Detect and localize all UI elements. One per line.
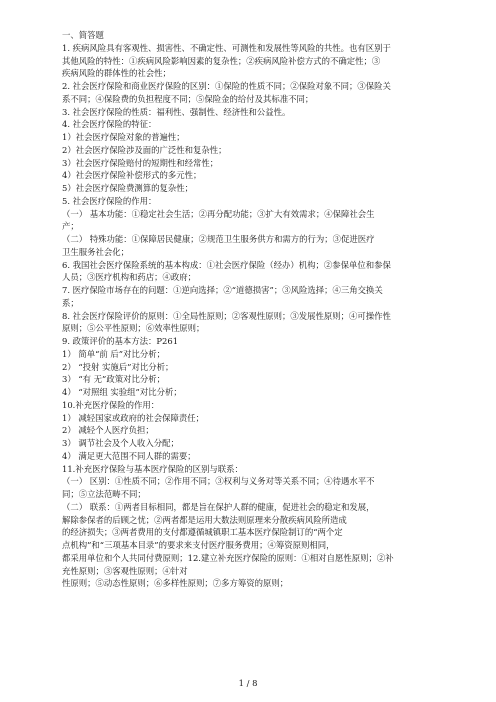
page-separator: / — [246, 678, 250, 688]
text-line: 都采用单位和个人共同付费原则；12.建立补充医疗保险的原则：①相对自愿性原则；②补 — [62, 552, 394, 563]
text-line: 一、简答题 — [62, 30, 104, 40]
text-line: 疾病风险的群体性的社会性； — [62, 68, 171, 79]
text-line: （二） 联系：①两者目标相同，都是旨在保护人群的健康，促进社会的稳定和发展， — [62, 501, 375, 512]
text-line: 性原则；⑤动态性原则；⑥多样性原则；⑦多方筹资的原则； — [62, 578, 289, 589]
text-line: 其他风险的特性：①疾病风险影响因素的复杂性；②疾病风险补偿方式的不确定性；③ — [62, 55, 381, 66]
text-line: 2） “投射 实施后”对比分析； — [62, 361, 174, 372]
text-line: 3） “有 无”政策对比分析； — [62, 374, 165, 385]
text-line: 3） 调节社会及个人收入分配； — [62, 438, 179, 448]
text-line: 2. 社会医疗保险和商业医疗保险的区别：①保险的性质不同；②保险对象不同；③保险关 — [62, 81, 391, 91]
text-line: 3. 社会医疗保险的性质：福利性、强制性、经济性和公益性。 — [62, 106, 291, 117]
text-line: 充性原则；③客观性原则；④针对 — [62, 565, 188, 576]
text-line: 产； — [62, 221, 79, 232]
text-line: 6. 我国社会医疗保险系统的基本构成：①社会医疗保险（经办）机构；②参保单位和参保 — [62, 259, 391, 270]
text-line: 5. 社会医疗保险的作用： — [62, 195, 157, 206]
text-line: 解除参保者的后顾之忧；②两者都是运用大数法则原理来分散疾病风险所造成 — [62, 514, 347, 525]
page-current: 1 — [238, 678, 244, 688]
text-line: 1. 疾病风险具有客观性、损害性、不确定性、可测性和发展性等风险的共性。也有区别于 — [62, 42, 391, 53]
document-body — [62, 29, 432, 590]
text-line: （一） 区别：①性质不同；②作用不同；③权利与义务对等关系不同；④待遇水平不 — [62, 476, 375, 487]
text-line: （一） 基本功能：①稳定社会生活；②再分配功能；③扩大有效需求；④保障社会生 — [62, 208, 375, 219]
text-line: 1） 减轻国家或政府的社会保障责任； — [62, 412, 204, 423]
text-line: 4）社会医疗保险补偿形式的多元性； — [62, 170, 202, 181]
text-line: 的经济损失；③两者费用的支付都遵循城镇职工基本医疗保险制订的“两个定 — [62, 527, 343, 538]
page-total: 8 — [252, 678, 258, 688]
text-line: 系不同；④保险费的负担程度不同；⑤保险金的给付及其标准不同； — [62, 93, 314, 104]
page-number — [0, 678, 496, 688]
text-line: 1）社会医疗保险对象的普遍性； — [62, 132, 185, 142]
text-line: （二） 特殊功能：①保障居民健康；②规范卫生服务供方和需方的行为；③促进医疗 — [62, 234, 375, 244]
text-line: 4） 满足更大范围不同人群的需要； — [62, 450, 196, 461]
text-line: 5）社会医疗保险费测算的复杂性； — [62, 183, 193, 193]
text-line: 3）社会医疗保险赔付的短期性和经常性； — [62, 157, 219, 168]
text-line: 7. 医疗保险市场存在的问题：①逆向选择；②“道德损害”；③风险选择；④三角交换关 — [62, 285, 383, 295]
text-line: 同；⑤立法范畴不同； — [62, 489, 146, 499]
text-line: 点机构”和“三项基本目录”的要求来支付医疗服务费用；④筹资原则相同， — [62, 540, 335, 550]
text-line: 2） 减轻个人医疗负担； — [62, 425, 154, 436]
text-line: 人员；③医疗机构和药店；④政府； — [62, 272, 196, 283]
text-line: 卫生服务社会化； — [62, 246, 129, 257]
text-line: 11.补充医疗保险与基本医疗保险的区别与联系： — [62, 463, 243, 474]
text-line: 2）社会医疗保险涉及面的广泛性和复杂性； — [62, 144, 227, 155]
text-line: 10.补充医疗保险的作用： — [62, 399, 160, 410]
text-line: 4. 社会医疗保险的特征： — [62, 119, 157, 130]
text-line: 1） 简单“前 后”对比分析； — [62, 348, 165, 359]
text-line: 系； — [62, 297, 79, 308]
text-line: 9. 政策评价的基本方法：P261 — [62, 336, 179, 346]
text-line: 8. 社会医疗保险评价的原则：①全局性原则；②客观性原则；③发展性原则；④可操作性 — [62, 310, 391, 321]
text-line: 原则；⑤公平性原则；⑥效率性原则； — [62, 323, 205, 334]
text-line: 4） “对照组 实验组”对比分析； — [62, 387, 182, 397]
